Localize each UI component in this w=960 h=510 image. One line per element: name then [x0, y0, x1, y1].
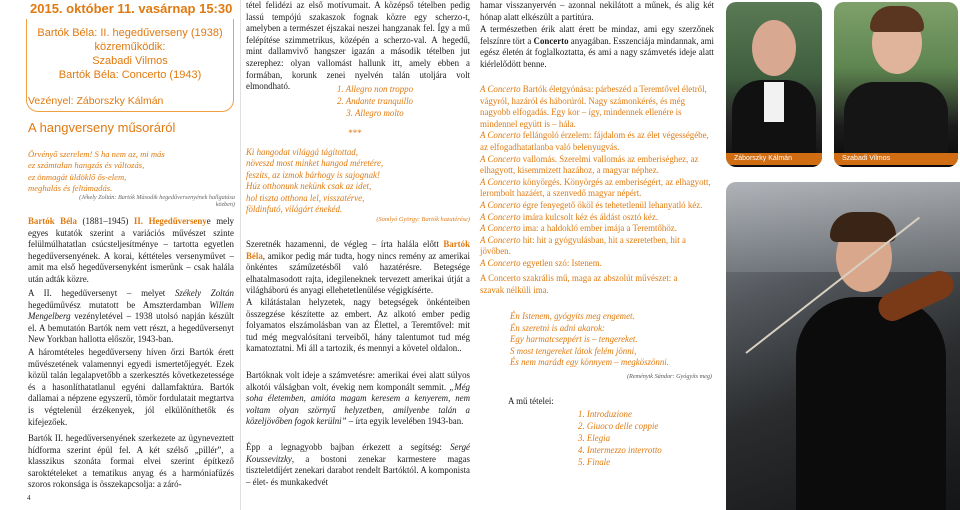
poem-line: földinfutó, világárt énekéd. — [246, 204, 343, 215]
litany-lead: A Concerto — [480, 153, 521, 164]
col1-paragraph-3: A háromtételes hegedűverseny híven őrzi Bartók érett művészetének valamennyi egyedi ismertetőjegyét. Ezek közül talán legalapvetőbb a szerkesztés következetessége és a hasonlíthatatlanul egyéni dallamfaktúra. Bartók dallamai a népzene egyszerű, tömör fordulatait megtartva is végtelenül érzékenyek, jól elkülöníthetők és kifejezőek. — [28, 347, 234, 427]
poem-line: ez önmagát üldöklő ős-elem, — [28, 171, 127, 182]
shirt-shape — [764, 82, 784, 122]
poem-line: ez számtalan hangzás és változás, — [28, 160, 145, 171]
litany-text: fellángoló érzelem: fájdalom és az élet végességébe, az elfogadhatatlanba való belenyugvás. — [480, 130, 709, 152]
list-item: 3. Elegia — [578, 433, 611, 443]
litany-text: egyetlen szó: Istenem. — [520, 257, 602, 268]
poem-line: Ki hangodat világgá tágítottad, — [246, 147, 358, 157]
suit-shape — [796, 297, 946, 510]
litany-text: imára kulcsolt kéz és áldást osztó kéz. — [520, 211, 659, 222]
name-mengelberg: Willem Mengelberg — [28, 299, 234, 322]
text: anyagában. Esszenciája mindannak, ami egész életén át foglalkoztatta, és ami a nagy számvetés ideje alatt kiérlelődött benne. — [480, 35, 714, 69]
movement-2: 2. Andante tranquillo — [336, 96, 413, 106]
poem-1 — [28, 149, 228, 195]
col2-paragraph-4 — [246, 370, 470, 428]
suit-shape — [844, 82, 948, 162]
movements-label: A mű tételei: — [508, 396, 554, 406]
litany-text: égre fenyegető ököl és tehetetlenül lehanyatló kéz. — [520, 199, 703, 210]
litany-item — [480, 258, 714, 270]
concerto-word: Concerto — [533, 35, 569, 46]
col2-paragraph-1: tétel felidézi az első motívumait. A középső tételben pedig lassú tempójú szakaszok fognak közre egy scherzo-t, amelyben a természet éjszakai neszei hangzanak fel. Így a mű felépítése szimmetrikus, középén a scherzo-val. A hegedű, mint dallamvivő hangszer igazán a második tételben jut szerephez: olyan vallomást hallunk itt, amely ebben a formában, korunk zenei nyelvén talán utoljára volt elmondható. — [246, 0, 470, 92]
poem-line: Én szeretni is adni akarok: — [510, 322, 605, 333]
caption-violinist: Szabadi Vilmos — [834, 153, 958, 165]
program-line-1: Bartók Béla: II. hegedűverseny (1938) — [37, 27, 223, 39]
bartok-name: Bartók Béla — [246, 239, 470, 261]
bartok-years: (1881–1945) — [76, 216, 134, 226]
concert-date: 2015. október 11. vasárnap 15:30 — [30, 1, 233, 16]
hair-shape — [830, 212, 896, 242]
col1-p1-text: e mely egyes kutatók szerint a variációs művészet szinte felülmúlhatatlan csúcsteljesítménye – tartotta egyetlen hegedűversenyének. A korai, kéttételes versenyművet – amit ma első hegedűversenyként ismerünk – csak halála után adták közre. — [28, 216, 234, 284]
col3-paragraph-2 — [480, 24, 714, 70]
list-item: 5. Finale — [578, 457, 611, 467]
col3-paragraph-1: hamar visszanyervén – azonnal nekilátott a műnek, és alig két hónap alatt elkészült a partitúra. — [480, 0, 714, 22]
poem-line: feszíts, az izmok bárhogy is sajognak! — [246, 169, 380, 180]
litany-item — [480, 130, 714, 153]
litany-item — [480, 177, 714, 200]
litany-lead: A Concerto — [480, 130, 521, 141]
poem-line: növeszd most minket hangod méretére, — [246, 158, 384, 169]
section-title: A hangverseny műsoráról — [28, 120, 176, 135]
litany-text: vallomás. Szerelmi vallomás az emberiséghez, az elhagyott, kisemmizett hazához, a magyar néphez. — [480, 153, 699, 176]
program-line-4: Bartók Béla: Concerto (1943) — [58, 69, 202, 81]
litany-lead: A Concerto — [480, 211, 521, 222]
quote: „Még soha életemben, amióta magam keresem a kenyerem, nem voltam olyan szörnyű helyzetben, amilyenbe talán a közeljövőben fogok kerülni” — [246, 381, 470, 427]
litany-lead: A Concerto — [480, 223, 521, 234]
litany-item — [480, 223, 714, 235]
concerto-title: II. Hegedűverseny — [133, 216, 207, 226]
list-item: 1. Introduzione — [578, 409, 632, 419]
text: Bartóknak volt ideje a számvetésre: amerikai évei alatt súlyos alkotói válságban volt, évekig nem komponált semmit. — [246, 370, 470, 392]
col2-paragraph-3: A kilátástalan helyzetek, nagy betegségek önkénteiben összegzése készítette az embert. Az alkotó ember pedig folyamatos elszámolásban van az Élettel, a Teremtővel: mit tud még megvalósítani terveiből, hány talentumot tud még kamatoztatni. Mi áll a tartozik, és mennyi a követel oldalon.. — [246, 297, 470, 354]
poem-line: Örvényő szerelem! S ha nem az, mi más — [28, 149, 165, 159]
movement-1: 1. Allegro non troppo — [336, 84, 414, 94]
litany-item — [480, 84, 714, 130]
litany-lead: A Concerto — [480, 84, 521, 94]
photo-conductor — [726, 2, 822, 167]
litany-item — [480, 200, 714, 212]
poem-3-source: (Reményik Sándor: Gyógyíts meg) — [626, 373, 712, 380]
text: , a bostoni zenekar karmestere magas tiszteletdíjért zenekari darabot rendelt Bartóktól. A komponista – élet- és munkakedvét — [246, 453, 470, 487]
program-line-2: közreműködik: — [94, 41, 166, 53]
name-szekely: Székely Zoltán — [174, 288, 234, 298]
text: A természetben érik alatt érett be mindaz, ami egy szerzőnek felszínre tört a — [480, 24, 714, 46]
photo-violinist-performing — [726, 182, 960, 510]
poem-line: S most tengereket látok felém jönni, — [510, 345, 637, 356]
caption-conductor: Záborszky Kálmán — [726, 153, 822, 165]
litany-lead: A Concerto — [480, 257, 521, 268]
text: hegedűművész mutatott be Amszterdamban — [28, 299, 210, 310]
text: – írta egyik levelében 1943-ban. — [346, 416, 464, 427]
movement-3: 3. Allegro molto — [346, 108, 404, 118]
poem-3 — [510, 311, 710, 369]
column-divider — [240, 0, 241, 510]
text: Szeretnék hazamenni, de végleg – írta halála előtt — [246, 239, 444, 249]
list-item: 4. Intermezzo interrotto — [578, 445, 662, 455]
list-item: 2. Giuoco delle coppie — [578, 421, 659, 431]
text: A II. hegedűversenyt – melyet — [28, 288, 175, 298]
poem-1-source: (Jékely Zoltán: Bartók Második hegedűversenyének hallgatása közben) — [79, 194, 235, 208]
litany-lead: A Concerto — [480, 234, 521, 245]
poem-line: Húz otthonunk nekünk csak az idet, — [246, 181, 372, 192]
col2-paragraph-2 — [246, 239, 470, 297]
col3-paragraph-last: A Concerto szakrális mű, maga az abszolút művészet: a szavak nélküli ima. — [480, 273, 678, 295]
col1-paragraph-1 — [28, 216, 234, 286]
movements-list — [578, 408, 662, 468]
poem-line: Én Istenem, gyógyíts meg engemet. — [510, 311, 635, 321]
col1-paragraph-2 — [28, 288, 234, 346]
text: Épp a legnagyobb bajban érkezett a segítség: — [246, 442, 451, 452]
litany-item — [480, 212, 714, 224]
col2-paragraph-5 — [246, 442, 470, 488]
litany-text: hit: hit a gyógyulásban, hit a szeretetben, hit a jövőben. — [480, 234, 686, 257]
litany-text: könyörgés. Könyörgés az emberiségért, az elhagyott, lerombolt hazáért, a szenvedő magyar népért. — [480, 176, 711, 199]
litany-item — [480, 154, 714, 177]
name-koussevitzky: Sergé Koussevitzky — [246, 442, 470, 464]
bartok-name: Bartók Béla — [28, 216, 77, 226]
separator-stars: *** — [348, 128, 362, 138]
poem-line: Egy harmatcseppért is – tengereket. — [510, 334, 638, 345]
poem-line: meghalás és feltámadás. — [28, 183, 113, 194]
text: , amikor pedig már tudta, hogy nincs remény az amerikai önkéntes száműzetésből való hazatérésre. Betegsége elhatalmasodott rajta, idegileneknek tervezett amerikai útját a világháború és anyagi ellehetetlenülése végigkísérte. — [246, 250, 470, 296]
poem-line: És nem marádt egy könnyem – megköszönni. — [510, 357, 669, 368]
litany-item — [480, 235, 714, 258]
poem-line: hol tiszta otthona lel, visszatérve, — [246, 192, 365, 203]
conductor: Vezényel: Záborszky Kálmán — [28, 95, 164, 107]
photo-violinist — [834, 2, 958, 167]
poem-2 — [246, 147, 470, 215]
poem-2-source: (Somlyó György: Bartók hazatérése) — [376, 216, 470, 223]
col1-paragraph-4: Bartók II. hegedűversenyének szerkezete az ügyneveztett hídforma szerint épül fel. A két szélső „pillér”, a klasszikus szonáta formai elvei szerint építkező saroktételeket a tematikus anyag és a harmóniafűzés szoros rokonsága is összekapcsolja: a záró- — [28, 433, 234, 490]
hair-shape — [870, 6, 924, 32]
litany-text: Bartók életgyónása: párbeszéd a Teremtővel életről, vágyról, hazáról és háborúról. Nagy számonkérés, és még nagyobb elfogadás. Egy kor – így, mindennek ellenére is mindennel együtt is – hála. — [480, 84, 707, 129]
litany-lead: A Concerto — [480, 199, 521, 210]
page-number: 4 — [27, 494, 31, 502]
concerto-litany — [480, 84, 714, 270]
program-line-3: Szabadi Vilmos — [92, 55, 168, 67]
text: vezényletével – 1938 utolsó napján készült el. A bemutatón Bartók nem vett részt, a hegedűversenyt New Yorkban hallotta először, 1943-ban. — [28, 311, 234, 345]
litany-lead: A Concerto — [480, 176, 521, 187]
face-shape — [752, 20, 796, 76]
litany-text: ima: a haldokló ember imája a Teremtőhöz. — [520, 223, 677, 234]
